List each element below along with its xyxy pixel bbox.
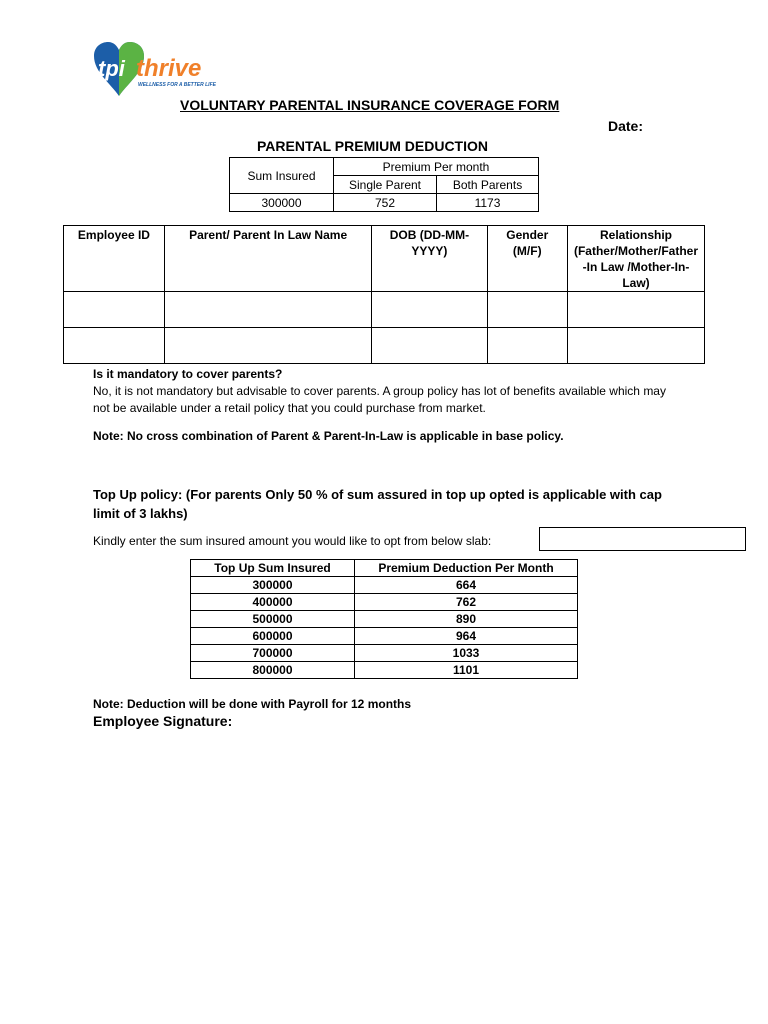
topup-premium-cell: 964 [355,628,578,645]
table-row [191,594,578,611]
topup-premium-cell: 664 [355,577,578,594]
table-row [191,645,578,662]
topup-premium-cell: 890 [355,611,578,628]
topup-premium-cell: 1101 [355,662,578,679]
topup-sum-cell: 400000 [191,594,355,611]
cross-combination-note: Note: No cross combination of Parent & Parent-In-Law is applicable in base policy. [93,429,564,443]
table-row [191,628,578,645]
tpithrive-logo [92,42,222,96]
topup-sum-cell: 600000 [191,628,355,645]
employee-details-table [63,225,705,364]
faq-question: Is it mandatory to cover parents? [93,367,283,381]
parent-name-cell[interactable] [164,328,371,364]
employee-id-cell[interactable] [64,292,165,328]
both-parents-header: Both Parents [437,176,539,194]
relationship-cell[interactable] [567,328,704,364]
topup-sum-cell: 500000 [191,611,355,628]
relationship-header: Relationship (Father/Mother/Father -In Law /Mother-In-Law) [567,226,704,292]
payroll-note: Note: Deduction will be done with Payroll for 12 months [93,697,412,711]
table-row [191,611,578,628]
form-title: VOLUNTARY PARENTAL INSURANCE COVERAGE FORM [180,97,560,113]
topup-premium-cell: 1033 [355,645,578,662]
svg-text:WELLNESS FOR A BETTER LIFE: WELLNESS FOR A BETTER LIFE [138,82,216,88]
topup-sum-header: Top Up Sum Insured [191,560,355,577]
both-parents-value: 1173 [437,194,539,212]
dob-cell[interactable] [372,328,487,364]
single-parent-header: Single Parent [334,176,437,194]
relationship-cell[interactable] [567,292,704,328]
employee-id-header: Employee ID [64,226,165,292]
parent-name-cell[interactable] [164,292,371,328]
svg-text:tpi: tpi [98,56,125,81]
gender-header: Gender (M/F) [487,226,567,292]
table-row [64,328,705,364]
premium-per-month-header: Premium Per month [334,158,539,176]
topup-sum-cell: 800000 [191,662,355,679]
topup-sum-cell: 300000 [191,577,355,594]
single-parent-value: 752 [334,194,437,212]
employee-signature-label: Employee Signature: [93,713,233,729]
topup-premium-cell: 762 [355,594,578,611]
topup-table [190,559,578,679]
table-row [191,577,578,594]
topup-policy-title: Top Up policy: (For parents Only 50 % of sum assured in top up opted is applicable with cap limit of 3 lakhs) [93,487,662,521]
gender-cell[interactable] [487,292,567,328]
premium-table [229,157,539,212]
employee-id-cell[interactable] [64,328,165,364]
heart-logo-icon [92,42,222,96]
section-title: PARENTAL PREMIUM DEDUCTION [257,138,488,154]
gender-cell[interactable] [487,328,567,364]
topup-sum-cell: 700000 [191,645,355,662]
table-row [230,194,539,212]
dob-cell[interactable] [372,292,487,328]
faq-answer: No, it is not mandatory but advisable to cover parents. A group policy has lot of benefits available which may not be available under a retail policy that you could purchase from market. [93,384,666,415]
sum-insured-slab-input[interactable] [539,527,746,551]
dob-header: DOB (DD-MM-YYYY) [372,226,487,292]
slab-label: Kindly enter the sum insured amount you would like to opt from below slab: [93,534,492,548]
table-row [64,292,705,328]
parent-name-header: Parent/ Parent In Law Name [164,226,371,292]
table-row [191,662,578,679]
date-label: Date: [608,118,644,134]
svg-text:thrive: thrive [136,55,202,82]
sum-insured-header: Sum Insured [230,158,334,194]
sum-insured-value: 300000 [230,194,334,212]
topup-premium-header: Premium Deduction Per Month [355,560,578,577]
